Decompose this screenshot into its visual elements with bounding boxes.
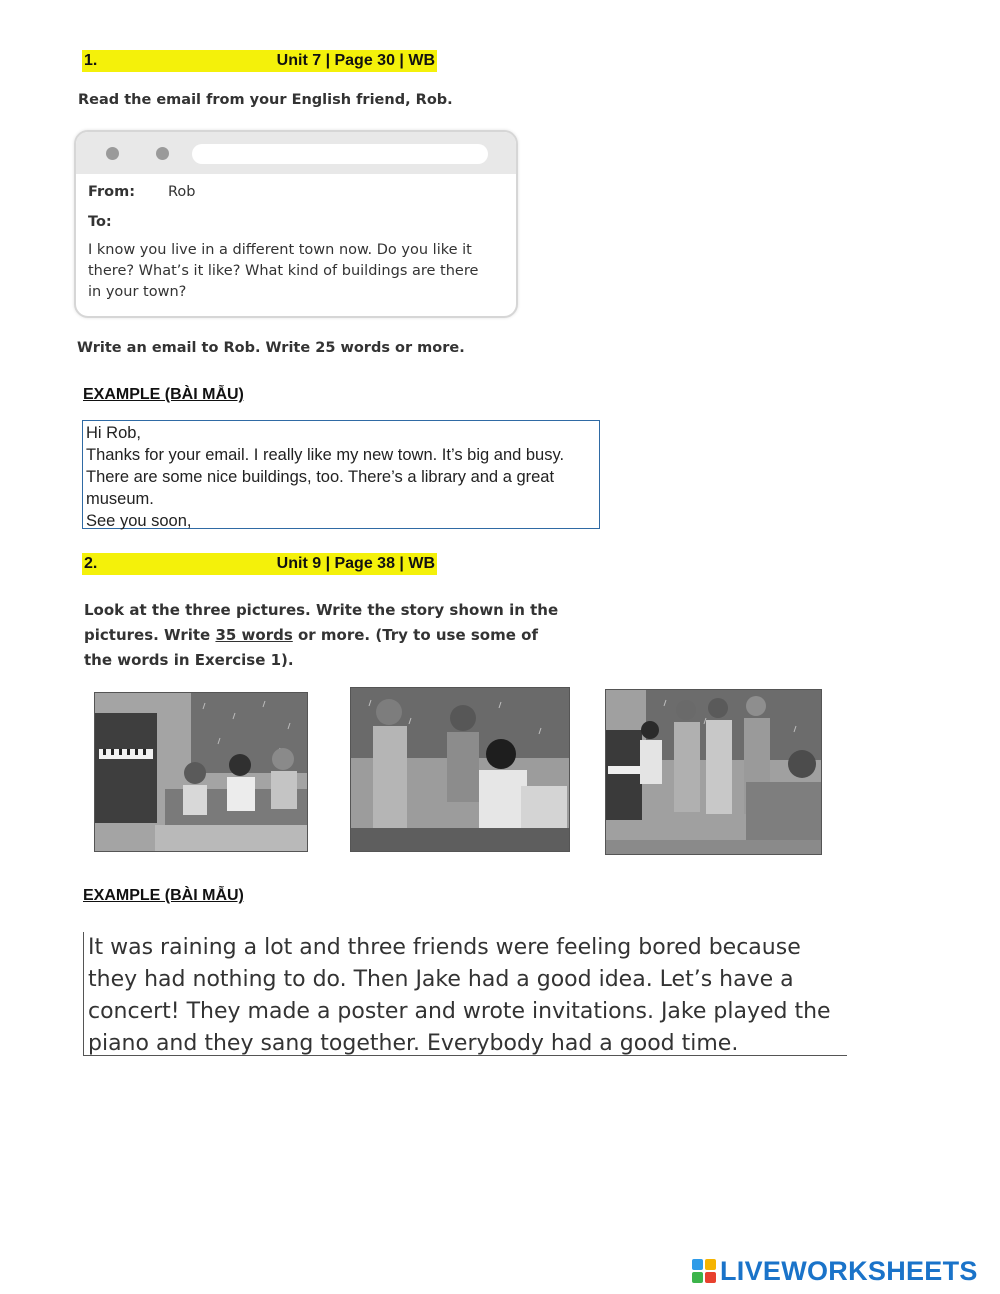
example-story-box xyxy=(83,932,847,1056)
address-bar xyxy=(192,144,488,164)
section-number: 1. xyxy=(84,52,98,69)
email-body-line: there? What’s it like? What kind of buildings are there xyxy=(88,263,479,279)
story-line: It was raining a lot and three friends were feeling bored because xyxy=(88,935,801,960)
section-2-header xyxy=(82,553,437,575)
section-number: 2. xyxy=(84,555,98,572)
logo-text: LIVEWORKSHEETS xyxy=(720,1255,978,1286)
example-line: museum. xyxy=(86,490,154,508)
example-line: Thanks for your email. I really like my new town. It’s big and busy. xyxy=(86,446,565,464)
window-dot-icon xyxy=(156,147,169,160)
email-task: Write an email to Rob. Write 25 words or more. xyxy=(77,340,465,356)
to-label: To: xyxy=(88,214,112,230)
example-line: Hi Rob, xyxy=(86,424,142,442)
story-line: concert! They made a poster and wrote invitations. Jake played the xyxy=(88,999,831,1024)
example-line: There are some nice buildings, too. There’s a library and a great xyxy=(86,468,555,486)
section-reference: Unit 7 | Page 30 | WB xyxy=(276,52,435,69)
story-instruction-text: or more. (Try to use some of the words in Exercise 1). xyxy=(84,626,538,669)
story-line: piano and they sang together. Everybody had a good time. xyxy=(88,1031,739,1056)
from-label: From: xyxy=(88,184,135,200)
story-line: they had nothing to do. Then Jake had a good idea. Let’s have a xyxy=(88,967,794,992)
section-reference: Unit 9 | Page 38 | WB xyxy=(276,555,435,572)
story-word-count: 35 words xyxy=(215,626,293,644)
liveworksheets-logo[interactable] xyxy=(692,1256,978,1286)
from-value: Rob xyxy=(168,184,196,200)
email-body-line: in your town? xyxy=(88,284,187,300)
email-window xyxy=(74,130,518,318)
email-instruction: Read the email from your English friend, Rob. xyxy=(78,92,453,108)
email-title-bar xyxy=(76,132,516,174)
logo-mark-icon xyxy=(692,1259,716,1283)
story-instruction xyxy=(84,598,564,673)
example-heading-2: EXAMPLE (BÀI MẪU) xyxy=(83,887,244,904)
example-line: See you soon, xyxy=(86,512,192,530)
window-dot-icon xyxy=(106,147,119,160)
story-picture-2 xyxy=(350,687,570,852)
section-1-header xyxy=(82,50,437,72)
example-heading-1: EXAMPLE (BÀI MẪU) xyxy=(83,386,244,403)
email-body-line: I know you live in a different town now. Do you like it xyxy=(88,242,472,258)
email-body xyxy=(88,240,488,303)
story-picture-3 xyxy=(605,689,822,855)
example-email-box xyxy=(82,420,600,529)
story-instruction-text: Look at the three pictures. Write the story shown in the pictures. Write xyxy=(84,601,559,644)
story-picture-1 xyxy=(94,692,308,852)
